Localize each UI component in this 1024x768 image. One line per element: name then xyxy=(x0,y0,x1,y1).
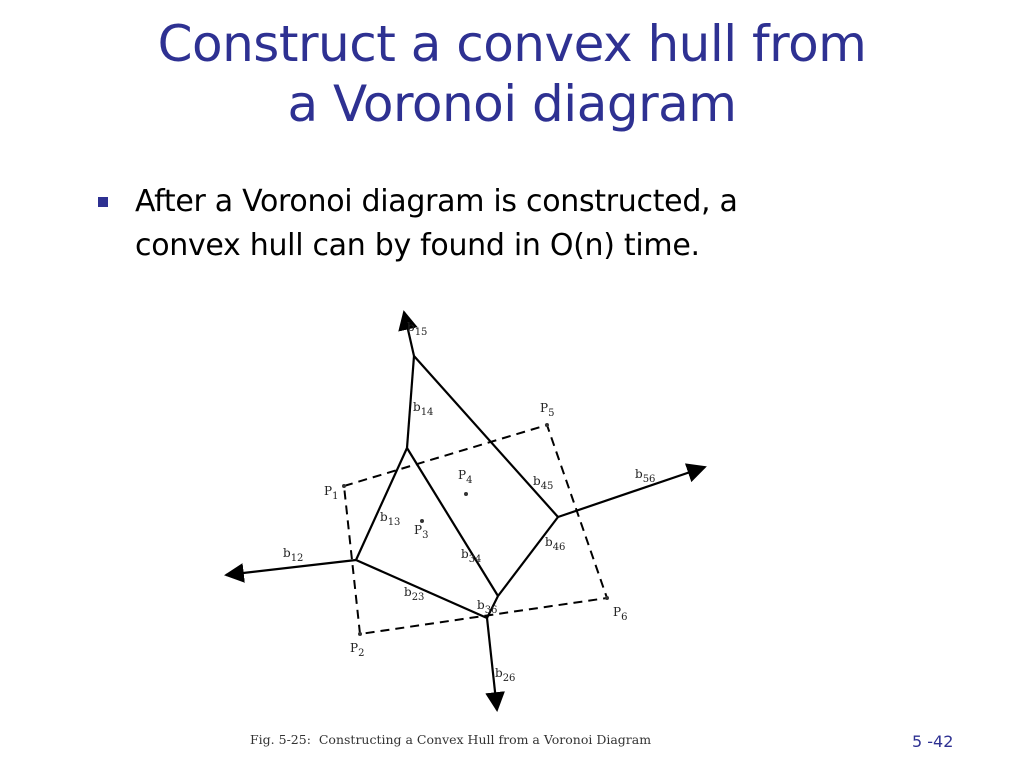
slide-number: 5 -42 xyxy=(912,732,954,751)
voronoi-edges xyxy=(226,312,705,710)
label-b15: $b_{15}$ xyxy=(407,320,428,338)
label-p6: $P_6$ xyxy=(613,605,628,623)
edge-b26 xyxy=(487,618,497,710)
label-b46: $b_{46}$ xyxy=(545,535,566,553)
edge-b46 xyxy=(498,517,558,596)
edge-b15 xyxy=(404,312,414,356)
slide-title-line2: a Voronoi diagram xyxy=(287,75,737,133)
label-b14: $b_{14}$ xyxy=(413,400,434,418)
point-p6 xyxy=(605,596,609,600)
site-points xyxy=(342,423,609,636)
label-b56: $b_{56}$ xyxy=(635,467,656,485)
label-p4: $P_4$ xyxy=(458,468,473,486)
label-b34: $b_{34}$ xyxy=(461,547,482,565)
point-p5 xyxy=(545,423,549,427)
label-b12: $b_{12}$ xyxy=(283,546,304,564)
label-b23: $b_{23}$ xyxy=(404,585,425,603)
point-p1 xyxy=(342,484,346,488)
edge-b13 xyxy=(356,448,407,560)
edge-b23 xyxy=(356,560,487,618)
label-b45: $b_{45}$ xyxy=(533,474,554,492)
label-p2: $P_2$ xyxy=(350,641,365,659)
label-b26: $b_{26}$ xyxy=(495,666,516,684)
point-p2 xyxy=(358,632,362,636)
label-b36: $b_{36}$ xyxy=(477,598,498,616)
figure-caption: Fig. 5-25: Constructing a Convex Hull from a Voronoi Diagram xyxy=(250,732,652,747)
label-p5: $P_5$ xyxy=(540,401,555,419)
label-p1: $P_1$ xyxy=(324,484,339,502)
bullet-text-line2: convex hull can by found in O(n) time. xyxy=(135,228,700,263)
bullet-text-line1: After a Voronoi diagram is constructed, a xyxy=(135,184,738,219)
slide-title-line1: Construct a convex hull from xyxy=(157,15,867,73)
convex-hull-dashed xyxy=(344,425,607,634)
label-p3: $P_3$ xyxy=(414,523,429,541)
edge-b56 xyxy=(558,467,705,517)
point-p4 xyxy=(464,492,468,496)
label-b13: $b_{13}$ xyxy=(380,510,401,528)
